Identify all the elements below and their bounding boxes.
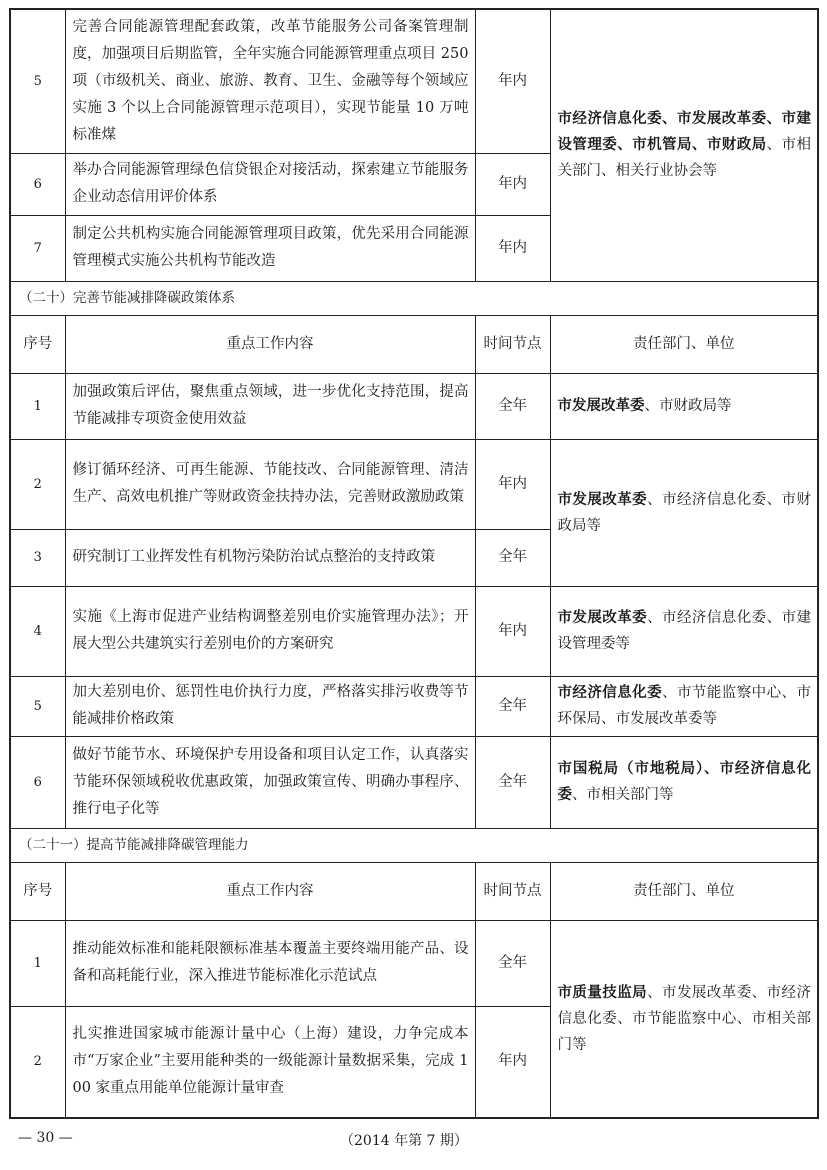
department-others: 、市节能监察中心、市环保局、市发展改革委等 (557, 685, 811, 727)
row-index: 6 (10, 153, 65, 215)
header-time: 时间节点 (475, 862, 550, 920)
policy-table (9, 8, 819, 1119)
row-department (550, 373, 818, 439)
department-lead: 市发展改革委 (557, 610, 648, 626)
department-lead: 市发展改革委 (557, 491, 648, 508)
header-time: 时间节点 (475, 315, 550, 373)
department-lead: 市国税局（市地税局）、市经济信息化委 (557, 761, 811, 803)
department-others: 、市发展改革委、市经济信息化委、市节能监察中心、市相关部门等 (557, 984, 811, 1053)
department-others: 、市经济信息化委、市建设管理委等 (557, 610, 811, 652)
table-row (10, 736, 818, 828)
header-department: 责任部门、单位 (550, 315, 818, 373)
department-others: 、市相关部门等 (572, 787, 674, 803)
table-header-row (10, 315, 818, 373)
department-others: 、市相关部门、相关行业协会等 (557, 137, 811, 180)
row-index: 1 (10, 373, 65, 439)
row-time: 年内 (475, 215, 550, 281)
department-others: 、市财政局等 (644, 398, 732, 414)
table-row (10, 439, 818, 529)
row-department (550, 676, 818, 736)
row-department (550, 736, 818, 828)
row-department (550, 9, 818, 281)
row-index: 7 (10, 215, 65, 281)
row-index: 4 (10, 586, 65, 676)
header-department: 责任部门、单位 (550, 862, 818, 920)
row-index: 5 (10, 9, 65, 153)
table-header-row (10, 862, 818, 920)
row-time: 全年 (475, 373, 550, 439)
row-time: 全年 (475, 736, 550, 828)
row-time: 年内 (475, 9, 550, 153)
row-content: 完善合同能源管理配套政策，改革节能服务公司备案管理制度，加强项目后期监管，全年实施合同能源管理重点项目 250 项（市级机关、商业、旅游、教育、卫生、金融等每个领域应实施 3 个以上合同能源管理示范项目），实现节能量 10 万吨标准煤 (65, 9, 475, 153)
header-index: 序号 (10, 315, 65, 373)
row-department (550, 586, 818, 676)
row-index: 3 (10, 529, 65, 586)
row-time: 全年 (475, 529, 550, 586)
page-number: — 30 — (18, 1130, 73, 1146)
row-content: 修订循环经济、可再生能源、节能技改、合同能源管理、清洁生产、高效电机推广等财政资金扶持办法，完善财政激励政策 (65, 439, 475, 529)
row-department (550, 920, 818, 1118)
table-row (10, 920, 818, 1006)
row-content: 推动能效标准和能耗限额标准基本覆盖主要终端用能产品、设备和高耗能行业，深入推进节能标准化示范试点 (65, 920, 475, 1006)
row-content: 举办合同能源管理绿色信贷银企对接活动，探索建立节能服务企业动态信用评价体系 (65, 153, 475, 215)
table-row (10, 676, 818, 736)
row-department (550, 439, 818, 586)
row-content: 加强政策后评估，聚焦重点领域，进一步优化支持范围，提高节能减排专项资金使用效益 (65, 373, 475, 439)
row-content: 研究制订工业挥发性有机物污染防治试点整治的支持政策 (65, 529, 475, 586)
section-title: （二十一）提高节能减排降碳管理能力 (10, 828, 818, 862)
section-title: （二十）完善节能减排降碳政策体系 (10, 281, 818, 315)
row-time: 年内 (475, 1006, 550, 1118)
row-time: 全年 (475, 676, 550, 736)
row-index: 6 (10, 736, 65, 828)
department-lead: 市质量技监局 (557, 984, 648, 1001)
row-content: 制定公共机构实施合同能源管理项目政策，优先采用合同能源管理模式实施公共机构节能改造 (65, 215, 475, 281)
row-index: 2 (10, 439, 65, 529)
header-content: 重点工作内容 (65, 862, 475, 920)
table-row (10, 586, 818, 676)
row-index: 2 (10, 1006, 65, 1118)
page-footer (0, 1130, 827, 1154)
department-lead: 市经济信息化委 (557, 685, 663, 701)
department-lead: 市发展改革委 (557, 398, 645, 414)
section-title-row (10, 828, 818, 862)
row-index: 1 (10, 920, 65, 1006)
row-content: 扎实推进国家城市能源计量中心（上海）建设，力争完成本市“万家企业”主要用能种类的一级能源计量数据采集，完成 100 家重点用能单位能源计量审查 (65, 1006, 475, 1118)
header-content: 重点工作内容 (65, 315, 475, 373)
row-time: 年内 (475, 153, 550, 215)
department-others: 、市经济信息化委、市财政局等 (557, 491, 811, 534)
table-row (10, 373, 818, 439)
row-content: 做好节能节水、环境保护专用设备和项目认定工作，认真落实节能环保领域税收优惠政策，加强政策宣传、明确办事程序、推行电子化等 (65, 736, 475, 828)
row-time: 全年 (475, 920, 550, 1006)
row-content: 实施《上海市促进产业结构调整差别电价实施管理办法》；开展大型公共建筑实行差别电价的方案研究 (65, 586, 475, 676)
department-lead: 市经济信息化委、市发展改革委、市建设管理委、市机管局、市财政局 (557, 111, 811, 154)
table-row (10, 9, 818, 153)
row-time: 年内 (475, 439, 550, 529)
issue-label: （2014 年第 7 期） (340, 1133, 468, 1149)
row-content: 加大差别电价、惩罚性电价执行力度，严格落实排污收费等节能减排价格政策 (65, 676, 475, 736)
row-index: 5 (10, 676, 65, 736)
section-title-row (10, 281, 818, 315)
row-time: 年内 (475, 586, 550, 676)
header-index: 序号 (10, 862, 65, 920)
